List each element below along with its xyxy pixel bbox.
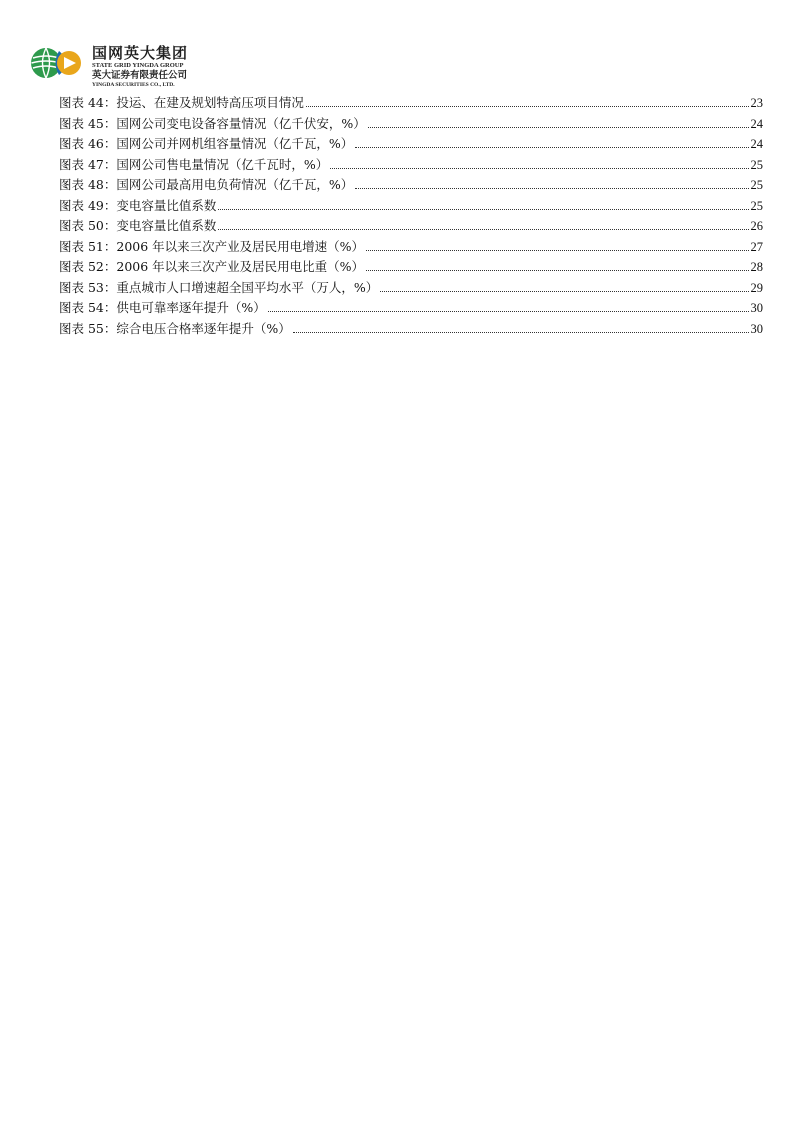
- company-name-en: YINGDA SECURITIES CO., LTD.: [92, 82, 175, 88]
- toc-leader: [355, 188, 748, 189]
- toc-leader: [380, 291, 748, 292]
- toc-row[interactable]: [59, 134, 763, 155]
- toc-leader: [268, 311, 749, 312]
- toc-row[interactable]: [59, 114, 763, 135]
- toc-entry-label: 图表 53：重点城市人口增速超全国平均水平（万人，%）: [59, 279, 379, 295]
- toc-entry-label: 图表 52：2006 年以来三次产业及居民用电比重（%）: [59, 259, 365, 274]
- toc-row[interactable]: [59, 298, 763, 319]
- toc-entry-label: 图表 50：变电容量比值系数: [59, 218, 217, 233]
- toc-entry-label: 图表 45：国网公司变电设备容量情况（亿千伏安，%）: [59, 115, 366, 131]
- toc-leader: [293, 332, 749, 333]
- figure-list: [59, 93, 763, 339]
- toc-page-number: 23: [750, 96, 763, 110]
- toc-page-number: 24: [750, 116, 763, 131]
- toc-entry-label: 图表 46：国网公司并网机组容量情况（亿千瓦，%）: [59, 136, 354, 151]
- toc-row[interactable]: [59, 257, 763, 278]
- toc-entry-label: 图表 49：变电容量比值系数: [59, 197, 217, 213]
- toc-page-number: 25: [750, 157, 763, 172]
- toc-leader: [330, 168, 748, 169]
- brand-name-en: STATE GRID YINGDA GROUP: [92, 62, 184, 69]
- toc-entry-label: 图表 54：供电可靠率逐年提升（%）: [59, 300, 266, 315]
- toc-page-number: 30: [750, 301, 763, 315]
- toc-leader: [368, 127, 749, 128]
- toc-leader: [355, 147, 748, 148]
- toc-page-number: 28: [750, 260, 763, 274]
- toc-page-number: 29: [750, 280, 763, 295]
- state-grid-logo-icon: [30, 46, 84, 80]
- toc-row[interactable]: [59, 93, 763, 114]
- toc-row[interactable]: [59, 278, 763, 299]
- toc-row[interactable]: [59, 155, 763, 176]
- toc-leader: [218, 229, 748, 230]
- toc-page-number: 24: [750, 137, 763, 151]
- toc-row[interactable]: [59, 319, 763, 340]
- toc-row[interactable]: [59, 196, 763, 217]
- toc-row[interactable]: [59, 175, 763, 196]
- toc-page-number: 25: [750, 178, 763, 192]
- toc-entry-label: 图表 47：国网公司售电量情况（亿千瓦时，%）: [59, 156, 329, 172]
- toc-entry-label: 图表 44：投运、在建及规划特高压项目情况: [59, 95, 304, 110]
- toc-leader: [306, 106, 749, 107]
- toc-row[interactable]: [59, 237, 763, 258]
- toc-row[interactable]: [59, 216, 763, 237]
- toc-entry-label: 图表 55：综合电压合格率逐年提升（%）: [59, 320, 291, 336]
- toc-entry-label: 图表 48：国网公司最高用电负荷情况（亿千瓦，%）: [59, 177, 354, 192]
- brand-name-cn: 国网英大集团: [92, 44, 189, 62]
- brand-block: [92, 44, 188, 89]
- page-header: [30, 44, 330, 88]
- toc-entry-label: 图表 51：2006 年以来三次产业及居民用电增速（%）: [59, 238, 365, 254]
- toc-page-number: 25: [750, 198, 763, 213]
- toc-leader: [366, 250, 748, 251]
- toc-leader: [366, 270, 748, 271]
- toc-leader: [218, 209, 748, 210]
- company-name-cn: 英大证券有限责任公司: [92, 70, 188, 81]
- toc-page-number: 26: [750, 219, 763, 233]
- toc-page-number: 27: [750, 239, 763, 254]
- toc-page-number: 30: [750, 321, 763, 336]
